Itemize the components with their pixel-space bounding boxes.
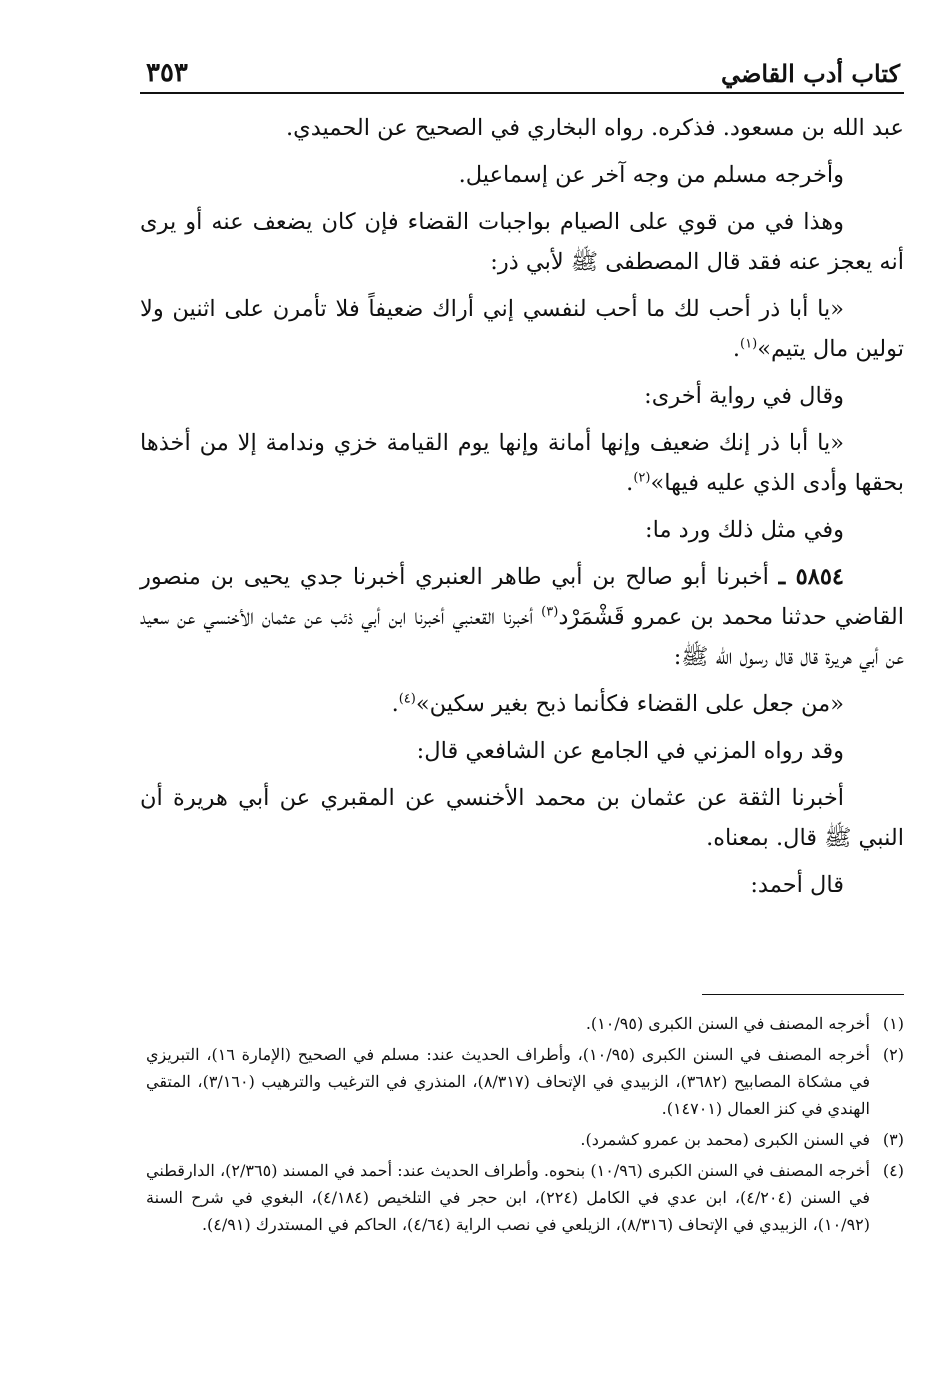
main-text	[140, 108, 904, 912]
header-divider	[140, 92, 904, 94]
paragraph: عبد الله بن مسعود. فذكره. رواه البخاري في الصحيح عن الحميدي.	[285, 115, 904, 141]
quote-paragraph: «يا أبا ذر إنك ضعيف وإنها أمانة وإنها يوم القيامة خزي وندامة إلا من أخذها بحقها وأدى الذي عليه فيها»$^{(٢)}$.	[140, 430, 904, 496]
footnote-divider	[702, 994, 904, 995]
paragraph: أخبرنا الثقة عن عثمان بن محمد الأخنسي عن المقبري عن أبي هريرة أن النبي ﷺ قال. بمعناه.	[140, 785, 904, 851]
quote-paragraph: «من جعل على القضاء فكأنما ذبح بغير سكين»$^{(٤)}$.	[391, 691, 844, 717]
quote-paragraph: «يا أبا ذر أحب لك ما أحب لنفسي إني أراك ضعيفاً فلا تأمرن على اثنين ولا تولين مال يتيم»$^{(١)}$.	[140, 296, 904, 362]
paragraph: وهذا في من قوي على الصيام بواجبات القضاء فإن كان يضعف عنه أو يرى أنه يعجز عنه فقد قال المصطفى ﷺ لأبي ذر:	[140, 209, 904, 275]
footnote-ref: (١)	[740, 336, 758, 352]
hadith-number: ٥٨٥٤ ـ	[778, 564, 844, 590]
page-number: ٣٥٣	[146, 58, 188, 88]
footnote-ref: (٤)	[398, 691, 416, 707]
footnote-number: (٣)	[882, 1130, 904, 1149]
footnote-text: في السنن الكبرى (محمد بن عمرو كشمرد).	[580, 1130, 870, 1149]
footnote	[146, 1126, 904, 1153]
footnote	[146, 1010, 904, 1037]
footnotes	[146, 1010, 904, 1242]
page-header	[146, 36, 900, 88]
footnote-text: أخرجه المصنف في السنن الكبرى (١٠/٩٦) بنحوه. وأطراف الحديث عند: أحمد في المسند (٢/٣٦٥)، الدارقطني في السنن (٤/٢٠٤)، ابن عدي في الكامل (٢٢٤)، ابن حجر في التلخيص (٤/١٨٤)، البغوي في شرح السنة (١٠/٩٢)، الزبيدي في الإتحاف (٨/٣١٦)، الزيلعي في نصب الراية (٤/٦٤)، الحاكم في المستدرك (٤/٩١).	[146, 1161, 871, 1234]
paragraph: وقال في رواية أخرى:	[644, 383, 844, 409]
footnote-ref: (٣)	[541, 604, 559, 620]
paragraph: وفي مثل ذلك ورد ما:	[645, 517, 844, 543]
paragraph: قال أحمد:	[750, 872, 844, 898]
paragraph: وقد رواه المزني في الجامع عن الشافعي قال:	[416, 738, 844, 764]
running-title: كتاب أدب القاضي	[720, 59, 900, 88]
footnote-text: أخرجه المصنف في السنن الكبرى (١٠/٩٥)، وأطراف الحديث عند: مسلم في الصحيح (الإمارة ١٦)، التبريزي في مشكاة المصابيح (٣٦٨٢)، الزبيدي في الإتحاف (٨/٣١٧)، المنذري في الترغيب والترهيب (٣/١٦٠)، المتقي الهندي في كنز العمال (١٤٧٠١).	[146, 1045, 870, 1118]
footnote-number: (٢)	[882, 1045, 904, 1064]
footnote	[146, 1157, 904, 1238]
footnote-text: أخرجه المصنف في السنن الكبرى (١٠/٩٥).	[585, 1014, 870, 1033]
footnote-ref: (٢)	[633, 470, 651, 486]
hadith-paragraph: ٥٨٥٤ ـ أخبرنا أبو صالح بن أبي طاهر العنبري أخبرنا جدي يحيى بن منصور القاضي حدثنا محمد بن عمرو قَشْمَرْد$^{(٣)}$ أخبرنا القعنبي أخبرنا ابن أبي ذئب عن عثمان الأخنسي عن سعيد عن أبي هريرة قال قال رسول الله ﷺ:	[140, 564, 905, 670]
footnote	[146, 1041, 904, 1122]
footnote-number: (١)	[882, 1014, 904, 1033]
footnote-number: (٤)	[882, 1161, 904, 1180]
paragraph: وأخرجه مسلم من وجه آخر عن إسماعيل.	[458, 162, 844, 188]
